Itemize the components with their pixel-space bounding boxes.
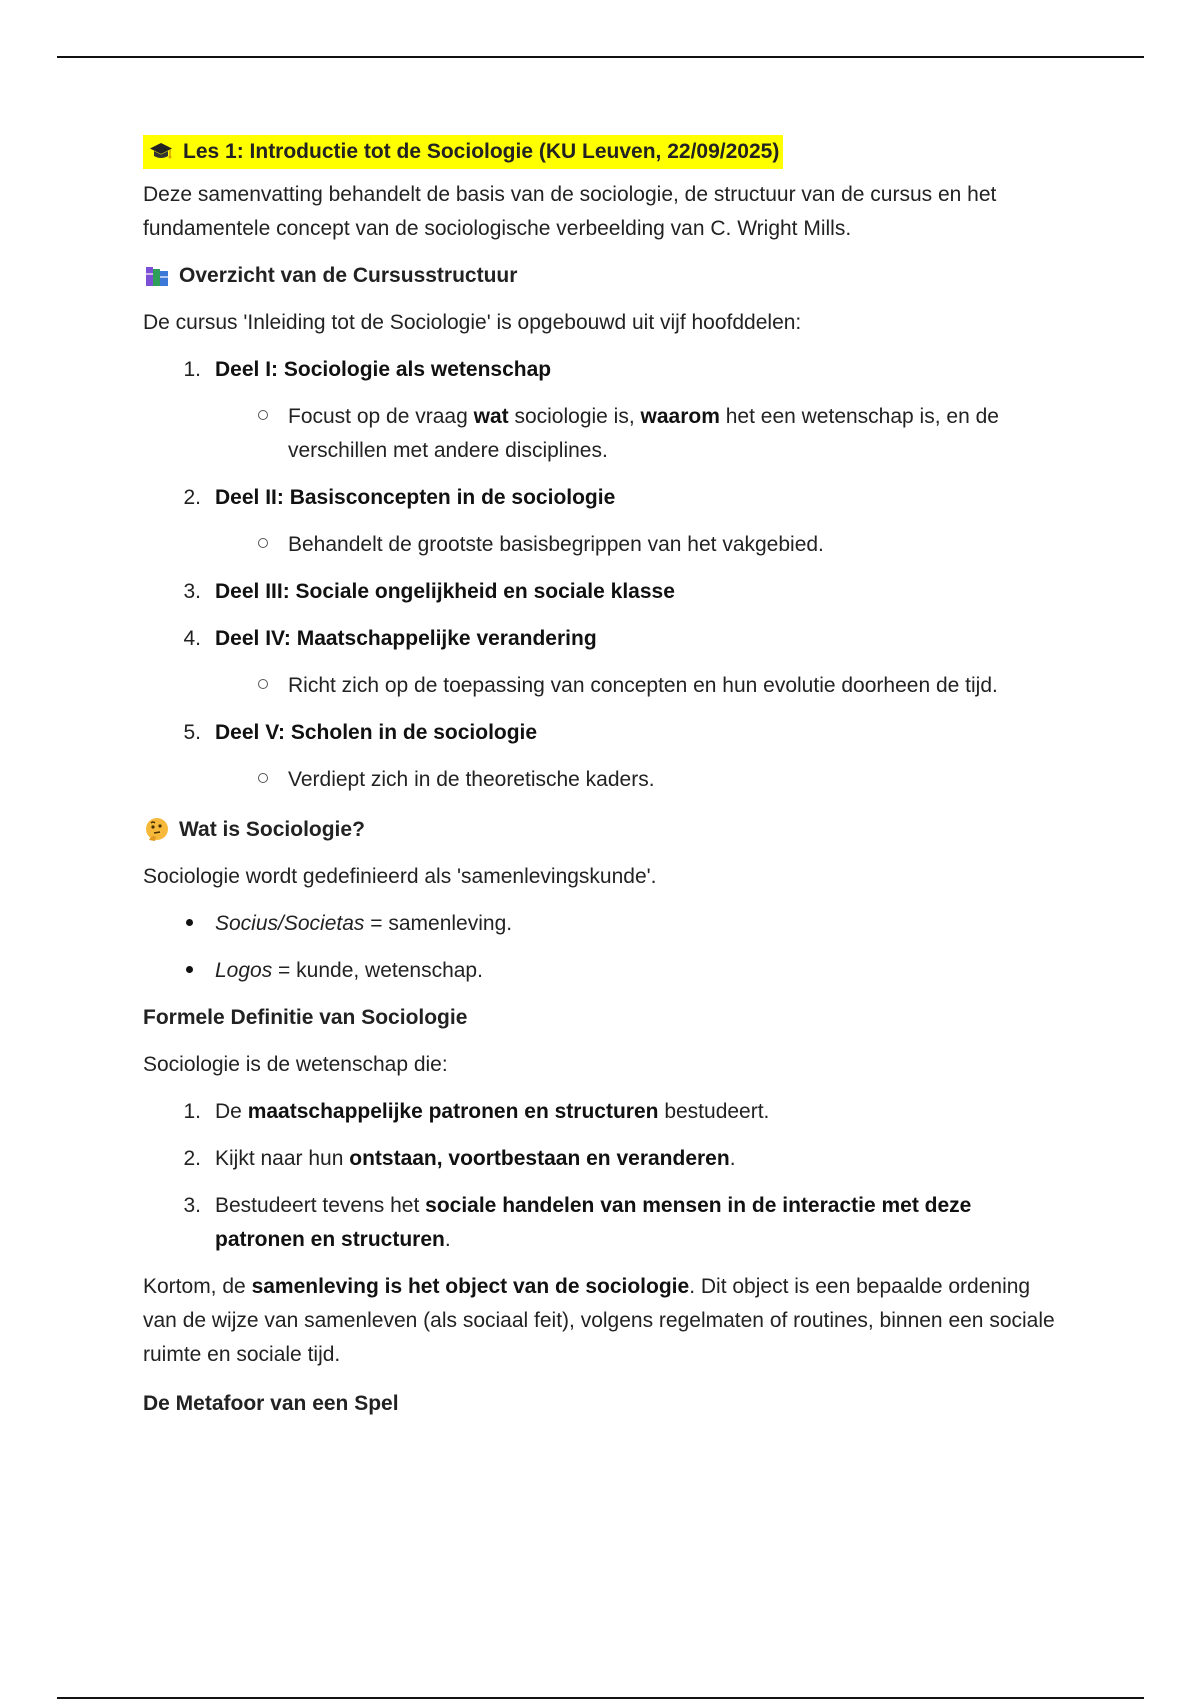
term-meaning: = samenleving.: [364, 912, 513, 935]
list-item: [143, 575, 1063, 609]
course-lead: De cursus 'Inleiding tot de Sociologie' is opgebouwd uit vijf hoofddelen:: [143, 311, 802, 334]
part-title: Deel III: Sociale ongelijkheid en sociale klasse: [215, 580, 675, 603]
title-line: [143, 132, 1063, 172]
formal-definition-heading: Formele Definitie van Sociologie: [143, 1006, 468, 1029]
bottom-rule: [57, 1697, 1144, 1699]
subitem-text: Verdiept zich in de theoretische kaders.: [288, 768, 655, 791]
top-rule: [57, 56, 1144, 58]
part-title: Deel II: Basisconcepten in de sociologie: [215, 486, 616, 509]
list-item: [143, 716, 1063, 750]
formal-definition-lead: Sociologie is de wetenschap die:: [143, 1053, 448, 1076]
bullet-icon: [186, 966, 193, 973]
list-number: 2.: [183, 486, 201, 509]
list-number: 1.: [183, 358, 201, 381]
section-heading-text: Overzicht van de Cursusstructuur: [179, 264, 518, 287]
page-title: [143, 135, 783, 169]
list-number: 2.: [183, 1147, 201, 1170]
term: Socius/Societas: [215, 912, 365, 935]
list-item: [143, 481, 1063, 515]
list-item: [143, 954, 1063, 988]
definition-lead: Sociologie wordt gedefinieerd als 'samenlevingskunde'.: [143, 865, 657, 888]
intro-paragraph: Deze samenvatting behandelt de basis van de sociologie, de structuur van de cursus en het fundamentele concept van de sociologische verbeelding van C. Wright Mills.: [143, 183, 997, 240]
summary-paragraph: Kortom, de samenleving is het object van de sociologie. Dit object is een bepaalde ordening van de wijze van samenleven (als sociaal feit), volgens regelmaten of routines, binnen een sociale ruimte en sociale tijd.: [143, 1275, 1055, 1366]
section-heading-text: Wat is Sociologie?: [179, 818, 365, 841]
list-item: [143, 907, 1063, 941]
term: Logos: [215, 959, 273, 982]
list-subitem: [143, 400, 1063, 468]
part-title: Deel IV: Maatschappelijke verandering: [215, 627, 597, 650]
metaphor-heading: De Metafoor van een Spel: [143, 1392, 399, 1415]
bullet-icon: [186, 919, 193, 926]
list-subitem: [143, 669, 1063, 703]
subitem-text: Richt zich op de toepassing van concepten en hun evolutie doorheen de tijd.: [288, 674, 998, 697]
graduation-cap-icon: [149, 140, 173, 164]
page-title-text: Les 1: Introductie tot de Sociologie (KU Leuven, 22/09/2025): [183, 140, 780, 163]
list-number: 5.: [183, 721, 201, 744]
list-item: 2. Kijkt naar hun ontstaan, voortbestaan en veranderen.: [143, 1142, 1063, 1176]
etymology-list: [143, 907, 1063, 988]
list-subitem: [143, 528, 1063, 562]
term-meaning: = kunde, wetenschap.: [272, 959, 483, 982]
document-body: [143, 132, 1063, 1421]
list-number: 3.: [183, 1194, 201, 1217]
list-number: 1.: [183, 1100, 201, 1123]
list-number: 4.: [183, 627, 201, 650]
hollow-bullet-icon: [258, 679, 268, 689]
list-item: 1. De maatschappelijke patronen en structuren bestudeert.: [143, 1095, 1063, 1129]
hollow-bullet-icon: [258, 538, 268, 548]
subitem-text: Focust op de vraag wat sociologie is, waarom het een wetenschap is, en de verschillen met andere disciplines.: [288, 405, 999, 462]
course-parts-list: [143, 353, 1063, 797]
hollow-bullet-icon: [258, 773, 268, 783]
books-icon: [143, 262, 171, 290]
definition-list: [143, 1095, 1063, 1257]
section-heading-course-structure: [143, 259, 1063, 293]
list-item: [143, 353, 1063, 387]
part-title: Deel V: Scholen in de sociologie: [215, 721, 538, 744]
list-item: [143, 622, 1063, 656]
hollow-bullet-icon: [258, 410, 268, 420]
subitem-text: Behandelt de grootste basisbegrippen van het vakgebied.: [288, 533, 824, 556]
thinking-face-icon: [143, 816, 171, 844]
part-title: Deel I: Sociologie als wetenschap: [215, 358, 552, 381]
section-heading-what-is-sociology: [143, 813, 1063, 847]
list-number: 3.: [183, 580, 201, 603]
list-subitem: [143, 763, 1063, 797]
list-item: 3. Bestudeert tevens het sociale handelen van mensen in de interactie met deze patronen en structuren.: [143, 1189, 1063, 1257]
